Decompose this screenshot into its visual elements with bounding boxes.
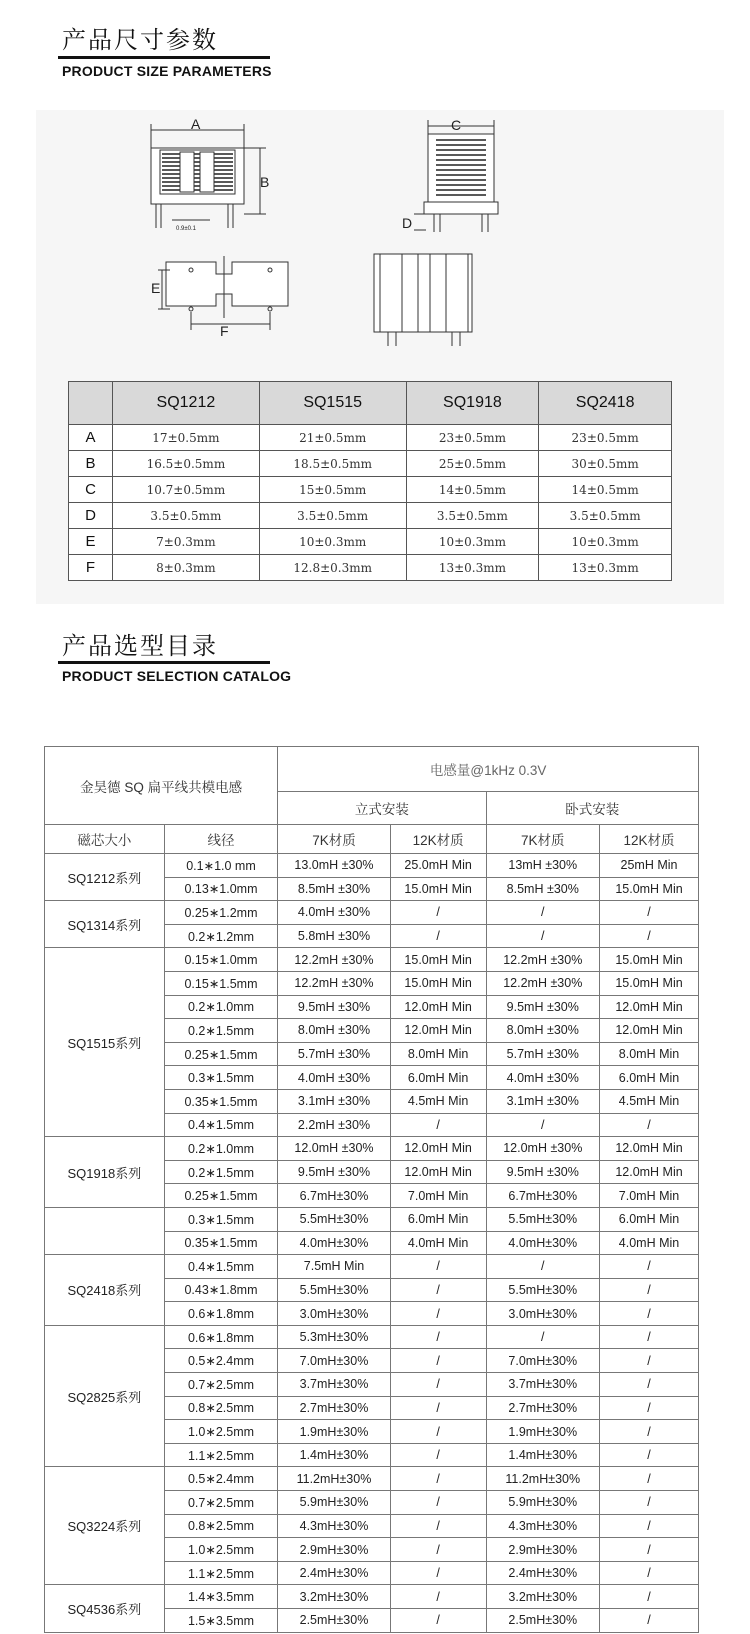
vertical-12k-cell: 6.0mH Min (390, 1066, 486, 1090)
pin-spacing-note: 0.9±0.1 (176, 226, 196, 232)
size-row-key: C (69, 477, 113, 503)
wire-cell: 0.25∗1.5mm (164, 1184, 278, 1208)
series-cell: SQ1918系列 (45, 1137, 165, 1208)
vertical-7k-cell: 8.5mH ±30% (278, 877, 390, 901)
vertical-7k-cell: 9.5mH ±30% (278, 1160, 390, 1184)
wire-diameter-header: 线径 (164, 825, 278, 854)
size-row-key: B (69, 451, 113, 477)
vertical-12k-cell: / (390, 1278, 486, 1302)
horizontal-12k-cell: / (600, 1491, 699, 1515)
material-7k-header: 7K材质 (278, 825, 390, 854)
size-parameters-table (68, 381, 672, 581)
size-table-header-row (69, 382, 672, 425)
horizontal-12k-cell: / (600, 1278, 699, 1302)
horizontal-12k-cell: / (600, 1325, 699, 1349)
wire-cell: 0.7∗2.5mm (164, 1373, 278, 1397)
vertical-7k-cell: 4.0mH±30% (278, 1231, 390, 1255)
vertical-12k-cell: 15.0mH Min (390, 971, 486, 995)
catalog-row (45, 901, 699, 925)
vertical-7k-cell: 6.7mH±30% (278, 1184, 390, 1208)
vertical-12k-cell: / (390, 1514, 486, 1538)
vertical-12k-cell: 4.5mH Min (390, 1089, 486, 1113)
vertical-12k-cell: / (390, 1255, 486, 1279)
vertical-12k-cell: / (390, 1420, 486, 1444)
vertical-7k-cell: 12.2mH ±30% (278, 948, 390, 972)
vertical-12k-cell: / (390, 1325, 486, 1349)
size-table-corner-cell (69, 382, 113, 425)
horizontal-7k-cell: 2.4mH±30% (486, 1561, 600, 1585)
wire-cell: 0.13∗1.0mm (164, 877, 278, 901)
vertical-12k-cell: / (390, 924, 486, 948)
size-table-row (69, 451, 672, 477)
vertical-12k-cell: 8.0mH Min (390, 1042, 486, 1066)
vertical-7k-cell: 2.2mH ±30% (278, 1113, 390, 1137)
vertical-12k-cell: / (390, 1467, 486, 1491)
vertical-12k-cell: / (390, 1396, 486, 1420)
vertical-12k-cell: / (390, 1538, 486, 1562)
vertical-12k-cell: 7.0mH Min (390, 1184, 486, 1208)
vertical-7k-cell: 5.5mH±30% (278, 1207, 390, 1231)
horizontal-7k-cell: 3.2mH±30% (486, 1585, 600, 1609)
inductance-header: 电感量@1kHz 0.3V (278, 747, 699, 792)
wire-cell: 1.1∗2.5mm (164, 1561, 278, 1585)
horizontal-7k-cell: 5.5mH±30% (486, 1207, 600, 1231)
horizontal-7k-cell: 8.5mH ±30% (486, 877, 600, 901)
dim-label-f: F (220, 323, 229, 339)
wire-cell: 0.2∗1.0mm (164, 1137, 278, 1161)
size-value-cell: 18.5±0.5mm (259, 451, 406, 477)
vertical-12k-cell: 6.0mH Min (390, 1207, 486, 1231)
horizontal-7k-cell: / (486, 924, 600, 948)
vertical-12k-cell: / (390, 1491, 486, 1515)
horizontal-7k-cell: / (486, 1325, 600, 1349)
material-12k-header: 12K材质 (600, 825, 699, 854)
vertical-12k-cell: / (390, 1373, 486, 1397)
series-cell: SQ1212系列 (45, 854, 165, 901)
series-cell: SQ2825系列 (45, 1325, 165, 1467)
horizontal-7k-cell: 9.5mH ±30% (486, 1160, 600, 1184)
wire-cell: 0.3∗1.5mm (164, 1066, 278, 1090)
wire-cell: 1.0∗2.5mm (164, 1538, 278, 1562)
horizontal-12k-cell: / (600, 1396, 699, 1420)
size-table-model-header: SQ1918 (406, 382, 539, 425)
dim-label-a: A (191, 116, 201, 132)
vertical-7k-cell: 12.0mH ±30% (278, 1137, 390, 1161)
horizontal-7k-cell: 2.7mH±30% (486, 1396, 600, 1420)
horizontal-7k-cell: 4.3mH±30% (486, 1514, 600, 1538)
vertical-12k-cell: 4.0mH Min (390, 1231, 486, 1255)
material-7k-header: 7K材质 (486, 825, 600, 854)
horizontal-7k-cell: 11.2mH±30% (486, 1467, 600, 1491)
horizontal-7k-cell: 5.5mH±30% (486, 1278, 600, 1302)
horizontal-7k-cell: / (486, 901, 600, 925)
size-value-cell: 3.5±0.5mm (406, 503, 539, 529)
horizontal-12k-cell: / (600, 1609, 699, 1633)
vertical-12k-cell: 12.0mH Min (390, 995, 486, 1019)
catalog-row (45, 1325, 699, 1349)
size-value-cell: 10±0.3mm (539, 529, 672, 555)
horizontal-7k-cell: 5.7mH ±30% (486, 1042, 600, 1066)
horizontal-7k-cell: 4.0mH ±30% (486, 1066, 600, 1090)
size-value-cell: 3.5±0.5mm (259, 503, 406, 529)
catalog-header-row (45, 747, 699, 792)
size-value-cell: 21±0.5mm (259, 425, 406, 451)
vertical-mount-header: 立式安装 (278, 791, 486, 824)
vertical-12k-cell: 25.0mH Min (390, 854, 486, 878)
vertical-12k-cell: 12.0mH Min (390, 1019, 486, 1043)
size-table-row (69, 477, 672, 503)
size-value-cell: 14±0.5mm (539, 477, 672, 503)
wire-cell: 0.15∗1.5mm (164, 971, 278, 995)
horizontal-12k-cell: 4.0mH Min (600, 1231, 699, 1255)
catalog-row (45, 1255, 699, 1279)
horizontal-12k-cell: 6.0mH Min (600, 1066, 699, 1090)
dim-label-b: B (260, 174, 270, 190)
vertical-12k-cell: / (390, 1302, 486, 1326)
vertical-7k-cell: 9.5mH ±30% (278, 995, 390, 1019)
vertical-12k-cell: / (390, 1585, 486, 1609)
catalog-column-row (45, 825, 699, 854)
bottom-view-drawing (158, 256, 288, 330)
horizontal-12k-cell: / (600, 1561, 699, 1585)
vertical-7k-cell: 3.1mH ±30% (278, 1089, 390, 1113)
vertical-12k-cell: / (390, 901, 486, 925)
horizontal-7k-cell: 3.7mH±30% (486, 1373, 600, 1397)
vertical-12k-cell: / (390, 1113, 486, 1137)
wire-cell: 0.1∗1.0 mm (164, 854, 278, 878)
catalog-row (45, 1207, 699, 1231)
horizontal-12k-cell: 12.0mH Min (600, 995, 699, 1019)
side-view-drawing (414, 120, 498, 232)
vertical-7k-cell: 5.9mH±30% (278, 1491, 390, 1515)
wire-cell: 0.35∗1.5mm (164, 1231, 278, 1255)
size-value-cell: 13±0.3mm (539, 555, 672, 581)
wire-cell: 0.25∗1.5mm (164, 1042, 278, 1066)
size-value-cell: 25±0.5mm (406, 451, 539, 477)
dim-label-d: D (402, 215, 413, 231)
wire-cell: 0.5∗2.4mm (164, 1467, 278, 1491)
vertical-7k-cell: 5.7mH ±30% (278, 1042, 390, 1066)
size-value-cell: 13±0.3mm (406, 555, 539, 581)
horizontal-7k-cell: 1.9mH±30% (486, 1420, 600, 1444)
size-row-key: D (69, 503, 113, 529)
brand-cell: 金昊德 SQ 扁平线共模电感 (45, 747, 278, 825)
vertical-7k-cell: 1.9mH±30% (278, 1420, 390, 1444)
size-row-key: E (69, 529, 113, 555)
vertical-7k-cell: 5.3mH±30% (278, 1325, 390, 1349)
horizontal-12k-cell: / (600, 1255, 699, 1279)
vertical-7k-cell: 3.0mH±30% (278, 1302, 390, 1326)
size-value-cell: 23±0.5mm (406, 425, 539, 451)
selection-catalog-table (44, 746, 699, 1633)
horizontal-12k-cell: / (600, 1302, 699, 1326)
catalog-section-title: 产品选型目录 (62, 632, 218, 660)
vertical-7k-cell: 3.2mH±30% (278, 1585, 390, 1609)
horizontal-12k-cell: 15.0mH Min (600, 948, 699, 972)
series-cell: SQ3224系列 (45, 1467, 165, 1585)
vertical-7k-cell: 4.0mH ±30% (278, 901, 390, 925)
horizontal-7k-cell: 13mH ±30% (486, 854, 600, 878)
vertical-12k-cell: 12.0mH Min (390, 1160, 486, 1184)
horizontal-12k-cell: / (600, 1349, 699, 1373)
catalog-row (45, 854, 699, 878)
horizontal-12k-cell: / (600, 1443, 699, 1467)
vertical-7k-cell: 11.2mH±30% (278, 1467, 390, 1491)
vertical-12k-cell: 12.0mH Min (390, 1137, 486, 1161)
size-value-cell: 10.7±0.5mm (113, 477, 260, 503)
horizontal-12k-cell: / (600, 1420, 699, 1444)
horizontal-12k-cell: 15.0mH Min (600, 877, 699, 901)
vertical-7k-cell: 12.2mH ±30% (278, 971, 390, 995)
size-value-cell: 15±0.5mm (259, 477, 406, 503)
wire-cell: 0.8∗2.5mm (164, 1396, 278, 1420)
vertical-7k-cell: 2.5mH±30% (278, 1609, 390, 1633)
size-value-cell: 17±0.5mm (113, 425, 260, 451)
wire-cell: 1.5∗3.5mm (164, 1609, 278, 1633)
size-value-cell: 8±0.3mm (113, 555, 260, 581)
horizontal-7k-cell: / (486, 1255, 600, 1279)
horizontal-7k-cell: 2.5mH±30% (486, 1609, 600, 1633)
horizontal-7k-cell: 6.7mH±30% (486, 1184, 600, 1208)
catalog-section-rule (58, 661, 270, 664)
rear-view-drawing (374, 254, 472, 346)
wire-cell: 0.8∗2.5mm (164, 1514, 278, 1538)
vertical-7k-cell: 1.4mH±30% (278, 1443, 390, 1467)
size-value-cell: 30±0.5mm (539, 451, 672, 477)
horizontal-7k-cell: 3.1mH ±30% (486, 1089, 600, 1113)
dimension-drawings (0, 0, 750, 380)
horizontal-7k-cell: 12.0mH ±30% (486, 1137, 600, 1161)
horizontal-7k-cell: / (486, 1113, 600, 1137)
vertical-7k-cell: 2.4mH±30% (278, 1561, 390, 1585)
horizontal-7k-cell: 9.5mH ±30% (486, 995, 600, 1019)
size-section-title: 产品尺寸参数 (62, 26, 218, 54)
horizontal-12k-cell: / (600, 1113, 699, 1137)
horizontal-7k-cell: 5.9mH±30% (486, 1491, 600, 1515)
catalog-section-subtitle: PRODUCT SELECTION CATALOG (62, 668, 292, 684)
wire-cell: 0.2∗1.0mm (164, 995, 278, 1019)
horizontal-12k-cell: 15.0mH Min (600, 971, 699, 995)
size-value-cell: 14±0.5mm (406, 477, 539, 503)
size-value-cell: 16.5±0.5mm (113, 451, 260, 477)
size-value-cell: 12.8±0.3mm (259, 555, 406, 581)
core-size-header: 磁芯大小 (45, 825, 165, 854)
horizontal-12k-cell: 12.0mH Min (600, 1019, 699, 1043)
wire-cell: 0.4∗1.5mm (164, 1113, 278, 1137)
size-section-subtitle: PRODUCT SIZE PARAMETERS (62, 63, 272, 79)
horizontal-12k-cell: 7.0mH Min (600, 1184, 699, 1208)
horizontal-12k-cell: 12.0mH Min (600, 1137, 699, 1161)
series-cell: SQ4536系列 (45, 1585, 165, 1632)
vertical-7k-cell: 5.8mH ±30% (278, 924, 390, 948)
wire-cell: 0.35∗1.5mm (164, 1089, 278, 1113)
horizontal-7k-cell: 7.0mH±30% (486, 1349, 600, 1373)
dim-label-c: C (451, 117, 462, 133)
catalog-row (45, 1137, 699, 1161)
vertical-7k-cell: 7.0mH±30% (278, 1349, 390, 1373)
material-12k-header: 12K材质 (390, 825, 486, 854)
wire-cell: 0.6∗1.8mm (164, 1325, 278, 1349)
size-value-cell: 3.5±0.5mm (539, 503, 672, 529)
wire-cell: 0.43∗1.8mm (164, 1278, 278, 1302)
size-table-model-header: SQ2418 (539, 382, 672, 425)
horizontal-12k-cell: 6.0mH Min (600, 1207, 699, 1231)
vertical-7k-cell: 7.5mH Min (278, 1255, 390, 1279)
vertical-7k-cell: 5.5mH±30% (278, 1278, 390, 1302)
wire-cell: 0.15∗1.0mm (164, 948, 278, 972)
size-table-model-header: SQ1515 (259, 382, 406, 425)
horizontal-mount-header: 卧式安装 (486, 791, 698, 824)
horizontal-12k-cell: 4.5mH Min (600, 1089, 699, 1113)
vertical-12k-cell: / (390, 1349, 486, 1373)
vertical-12k-cell: 15.0mH Min (390, 948, 486, 972)
horizontal-12k-cell: / (600, 1538, 699, 1562)
size-table-row (69, 555, 672, 581)
wire-cell: 0.3∗1.5mm (164, 1207, 278, 1231)
wire-cell: 0.6∗1.8mm (164, 1302, 278, 1326)
horizontal-7k-cell: 12.2mH ±30% (486, 971, 600, 995)
catalog-row (45, 1467, 699, 1491)
vertical-12k-cell: 15.0mH Min (390, 877, 486, 901)
horizontal-7k-cell: 8.0mH ±30% (486, 1019, 600, 1043)
dim-label-e: E (151, 280, 161, 296)
horizontal-7k-cell: 4.0mH±30% (486, 1231, 600, 1255)
vertical-7k-cell: 2.9mH±30% (278, 1538, 390, 1562)
wire-cell: 0.5∗2.4mm (164, 1349, 278, 1373)
wire-cell: 0.2∗1.2mm (164, 924, 278, 948)
horizontal-12k-cell: 12.0mH Min (600, 1160, 699, 1184)
wire-cell: 0.2∗1.5mm (164, 1160, 278, 1184)
wire-cell: 1.0∗2.5mm (164, 1420, 278, 1444)
vertical-12k-cell: / (390, 1443, 486, 1467)
size-value-cell: 3.5±0.5mm (113, 503, 260, 529)
horizontal-12k-cell: / (600, 924, 699, 948)
vertical-7k-cell: 3.7mH±30% (278, 1373, 390, 1397)
size-value-cell: 7±0.3mm (113, 529, 260, 555)
series-cell (45, 1207, 165, 1254)
series-cell: SQ2418系列 (45, 1255, 165, 1326)
vertical-7k-cell: 4.0mH ±30% (278, 1066, 390, 1090)
size-table-model-header: SQ1212 (113, 382, 260, 425)
horizontal-7k-cell: 3.0mH±30% (486, 1302, 600, 1326)
horizontal-12k-cell: 8.0mH Min (600, 1042, 699, 1066)
wire-cell: 1.1∗2.5mm (164, 1443, 278, 1467)
wire-cell: 0.7∗2.5mm (164, 1491, 278, 1515)
horizontal-12k-cell: / (600, 1585, 699, 1609)
horizontal-7k-cell: 1.4mH±30% (486, 1443, 600, 1467)
catalog-row (45, 948, 699, 972)
horizontal-12k-cell: / (600, 901, 699, 925)
series-cell: SQ1515系列 (45, 948, 165, 1137)
wire-cell: 1.4∗3.5mm (164, 1585, 278, 1609)
size-table-row (69, 425, 672, 451)
vertical-12k-cell: / (390, 1561, 486, 1585)
horizontal-7k-cell: 2.9mH±30% (486, 1538, 600, 1562)
horizontal-12k-cell: / (600, 1467, 699, 1491)
wire-cell: 0.25∗1.2mm (164, 901, 278, 925)
horizontal-12k-cell: 25mH Min (600, 854, 699, 878)
size-row-key: A (69, 425, 113, 451)
wire-cell: 0.2∗1.5mm (164, 1019, 278, 1043)
catalog-row (45, 1585, 699, 1609)
wire-cell: 0.4∗1.5mm (164, 1255, 278, 1279)
vertical-12k-cell: / (390, 1609, 486, 1633)
front-view-drawing (151, 124, 266, 228)
size-value-cell: 10±0.3mm (259, 529, 406, 555)
series-cell: SQ1314系列 (45, 901, 165, 948)
size-value-cell: 23±0.5mm (539, 425, 672, 451)
size-value-cell: 10±0.3mm (406, 529, 539, 555)
vertical-7k-cell: 4.3mH±30% (278, 1514, 390, 1538)
size-row-key: F (69, 555, 113, 581)
vertical-7k-cell: 13.0mH ±30% (278, 854, 390, 878)
size-table-row (69, 529, 672, 555)
vertical-7k-cell: 2.7mH±30% (278, 1396, 390, 1420)
horizontal-7k-cell: 12.2mH ±30% (486, 948, 600, 972)
horizontal-12k-cell: / (600, 1514, 699, 1538)
vertical-7k-cell: 8.0mH ±30% (278, 1019, 390, 1043)
horizontal-12k-cell: / (600, 1373, 699, 1397)
size-table-row (69, 503, 672, 529)
